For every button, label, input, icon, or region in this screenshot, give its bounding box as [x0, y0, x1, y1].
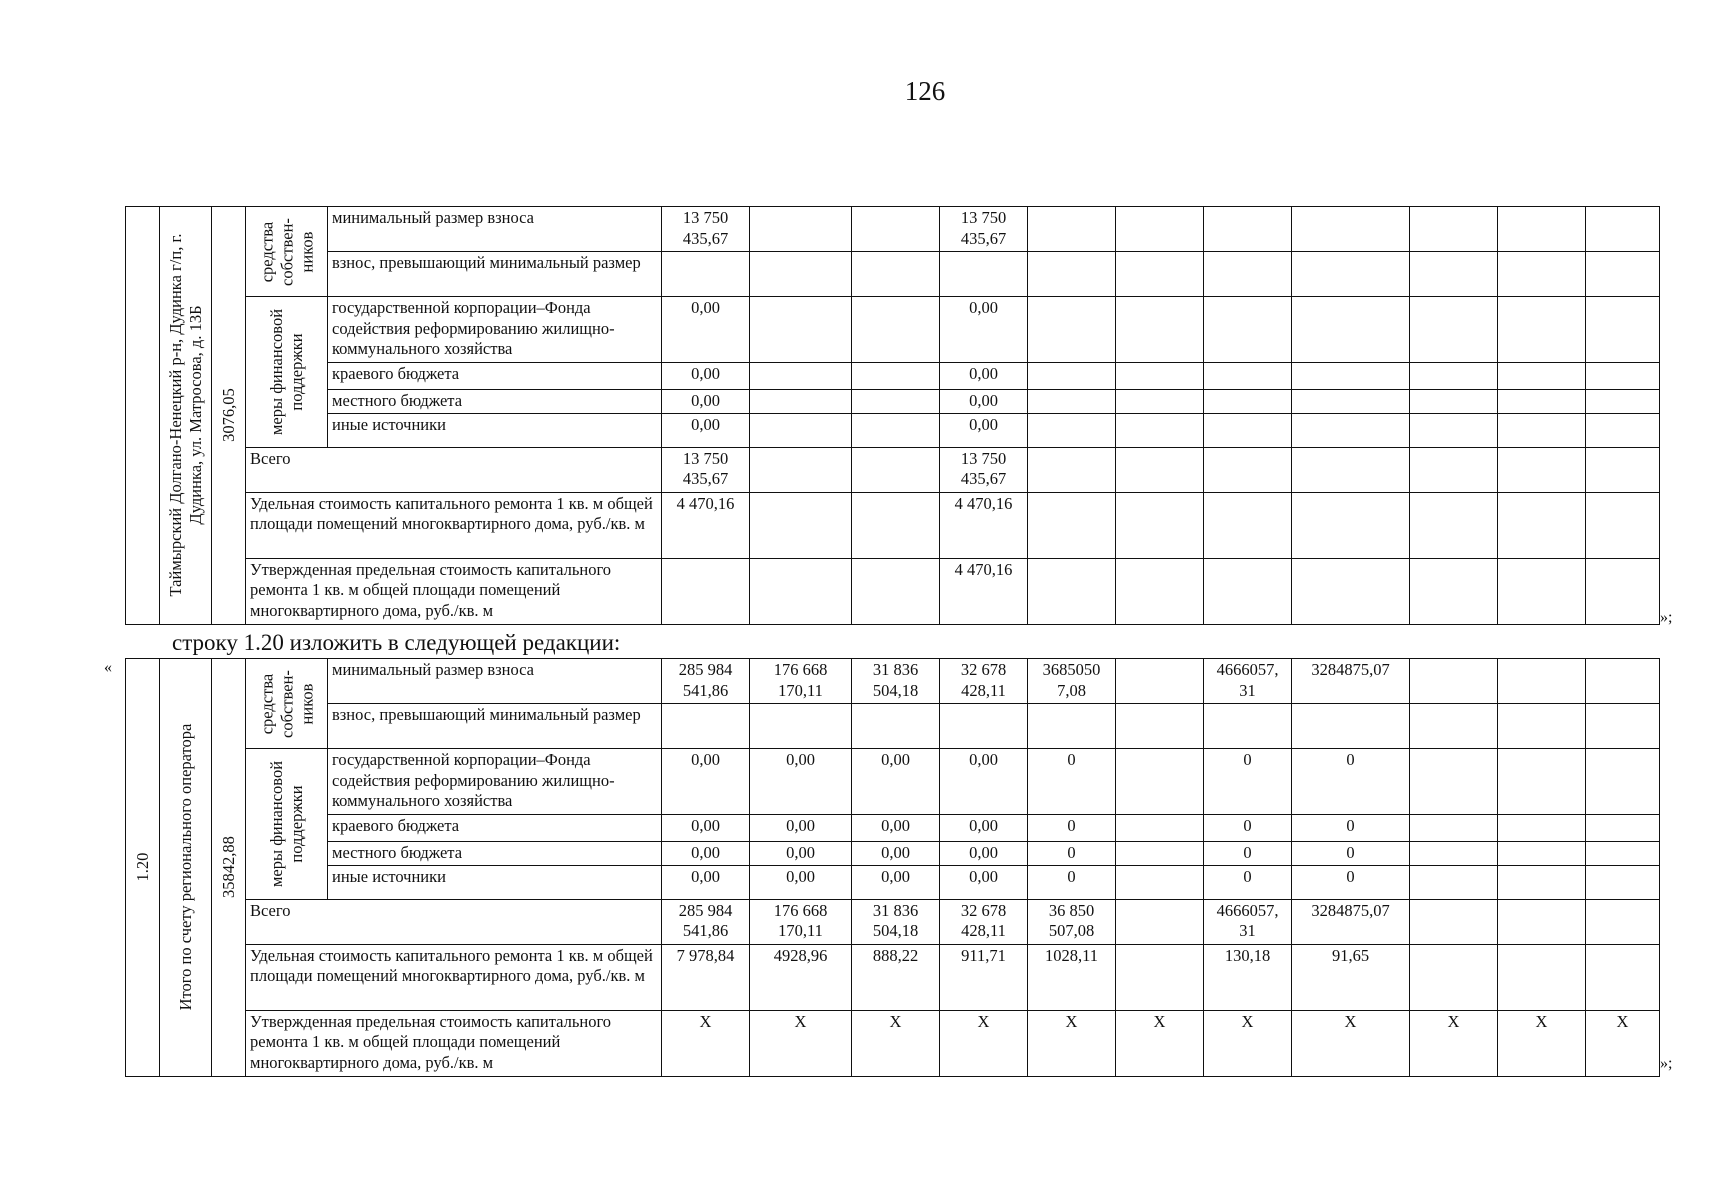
table-row [126, 815, 1660, 842]
value-cell [1410, 704, 1498, 749]
value-cell: 3685050 7,08 [1028, 659, 1116, 704]
value-cell: 0,00 [662, 749, 750, 815]
value-cell [1498, 492, 1586, 558]
value-cell: 3284875,07 [1292, 899, 1410, 944]
value-cell: X [1292, 1010, 1410, 1076]
value-cell [1292, 207, 1410, 252]
row-label: Утвержденная предельная стоимость капитального ремонта 1 кв. м общей площади помещений многоквартирного дома, руб./кв. м [246, 1010, 662, 1076]
value-cell [1586, 492, 1660, 558]
value-cell [1410, 413, 1498, 447]
table-row [126, 1010, 1660, 1076]
value-cell [1116, 413, 1204, 447]
value-cell [1498, 899, 1586, 944]
value-cell: X [1498, 1010, 1586, 1076]
closing-quote-1: »; [1660, 609, 1673, 626]
house-area-text: 3076,05 [218, 388, 238, 443]
value-cell [1586, 558, 1660, 624]
value-cell [1498, 842, 1586, 866]
value-cell [1586, 252, 1660, 297]
table-fragment-house [125, 206, 1660, 625]
value-cell: 0,00 [940, 297, 1028, 363]
value-cell: X [1116, 1010, 1204, 1076]
value-cell [1586, 447, 1660, 492]
value-cell [1116, 815, 1204, 842]
value-cell: 1028,11 [1028, 944, 1116, 1010]
value-cell [1498, 865, 1586, 899]
value-cell [1292, 447, 1410, 492]
row-label: государственной корпорации–Фонда содействия реформированию жилищно-коммунального хозяйства [328, 749, 662, 815]
value-cell [1204, 363, 1292, 390]
value-cell [852, 704, 940, 749]
row-label: краевого бюджета [328, 363, 662, 390]
value-cell [1410, 865, 1498, 899]
value-cell [1498, 704, 1586, 749]
table-row [126, 558, 1660, 624]
row-label: Удельная стоимость капитального ремонта 1 кв. м общей площади помещений многоквартирного дома, руб./кв. м [246, 944, 662, 1010]
value-cell [1028, 390, 1116, 414]
value-cell: 0,00 [750, 865, 852, 899]
row-label: местного бюджета [328, 842, 662, 866]
value-cell [1204, 252, 1292, 297]
value-cell: 285 984 541,86 [662, 899, 750, 944]
value-cell [750, 297, 852, 363]
value-cell: 4 470,16 [940, 558, 1028, 624]
value-cell [750, 492, 852, 558]
row-label: краевого бюджета [328, 815, 662, 842]
financial-support-group-text: меры финансовой поддержки [266, 760, 306, 887]
table-row [126, 207, 1660, 252]
value-cell [1586, 297, 1660, 363]
value-cell [1498, 207, 1586, 252]
value-cell [662, 558, 750, 624]
value-cell [1410, 558, 1498, 624]
value-cell [750, 363, 852, 390]
value-cell [1498, 659, 1586, 704]
house-address [160, 207, 212, 625]
value-cell: 4 470,16 [662, 492, 750, 558]
value-cell: X [940, 1010, 1028, 1076]
row-number-text: 1.20 [132, 852, 152, 882]
value-cell: 0,00 [750, 815, 852, 842]
row-label: Утвержденная предельная стоимость капитального ремонта 1 кв. м общей площади помещений многоквартирного дома, руб./кв. м [246, 558, 662, 624]
value-cell [750, 447, 852, 492]
value-cell [1028, 447, 1116, 492]
value-cell [1116, 492, 1204, 558]
value-cell [1292, 363, 1410, 390]
value-cell [1586, 749, 1660, 815]
value-cell: 911,71 [940, 944, 1028, 1010]
value-cell [1204, 413, 1292, 447]
value-cell [1586, 865, 1660, 899]
value-cell: 13 750 435,67 [940, 207, 1028, 252]
value-cell [1116, 447, 1204, 492]
value-cell [1498, 297, 1586, 363]
value-cell [852, 413, 940, 447]
value-cell [1586, 207, 1660, 252]
value-cell [1292, 390, 1410, 414]
value-cell [750, 413, 852, 447]
value-cell [1410, 252, 1498, 297]
value-cell [1586, 659, 1660, 704]
row-label: Всего [246, 899, 662, 944]
value-cell [1498, 944, 1586, 1010]
value-cell [1498, 447, 1586, 492]
row-label: иные источники [328, 413, 662, 447]
value-cell [1498, 252, 1586, 297]
row-label: иные источники [328, 865, 662, 899]
table-row [126, 447, 1660, 492]
row-label: Удельная стоимость капитального ремонта 1 кв. м общей площади помещений многоквартирного дома, руб./кв. м [246, 492, 662, 558]
value-cell: 0 [1292, 815, 1410, 842]
value-cell: 3284875,07 [1292, 659, 1410, 704]
value-cell: 0 [1028, 815, 1116, 842]
value-cell: X [1028, 1010, 1116, 1076]
value-cell [852, 363, 940, 390]
table-row [126, 252, 1660, 297]
value-cell: 0,00 [940, 815, 1028, 842]
row-label: минимальный размер взноса [328, 659, 662, 704]
value-cell [1586, 899, 1660, 944]
value-cell [1116, 363, 1204, 390]
value-cell: 0,00 [940, 413, 1028, 447]
value-cell: 0,00 [662, 865, 750, 899]
value-cell: 0,00 [662, 815, 750, 842]
value-cell [1292, 704, 1410, 749]
table-row [126, 749, 1660, 815]
value-cell: 7 978,84 [662, 944, 750, 1010]
value-cell: 13 750 435,67 [662, 447, 750, 492]
value-cell [1586, 842, 1660, 866]
row-number-cell [126, 207, 160, 625]
value-cell: 176 668 170,11 [750, 659, 852, 704]
value-cell: 0 [1204, 865, 1292, 899]
value-cell [1410, 899, 1498, 944]
value-cell [1586, 363, 1660, 390]
value-cell [1292, 413, 1410, 447]
value-cell [852, 558, 940, 624]
value-cell [1116, 865, 1204, 899]
value-cell: 0,00 [662, 297, 750, 363]
value-cell: 0,00 [852, 842, 940, 866]
value-cell [1116, 252, 1204, 297]
value-cell [852, 390, 940, 414]
value-cell [1028, 297, 1116, 363]
value-cell: X [1204, 1010, 1292, 1076]
row-label: взнос, превышающий минимальный размер [328, 704, 662, 749]
value-cell [1586, 815, 1660, 842]
value-cell: 0 [1204, 815, 1292, 842]
value-cell: 13 750 435,67 [662, 207, 750, 252]
value-cell: 4666057, 31 [1204, 899, 1292, 944]
value-cell [1116, 704, 1204, 749]
value-cell [1410, 447, 1498, 492]
value-cell [1028, 207, 1116, 252]
value-cell: 36 850 507,08 [1028, 899, 1116, 944]
value-cell: 0,00 [940, 749, 1028, 815]
value-cell: 91,65 [1292, 944, 1410, 1010]
value-cell [1586, 413, 1660, 447]
value-cell [1116, 749, 1204, 815]
value-cell [1498, 363, 1586, 390]
value-cell [1292, 558, 1410, 624]
value-cell: X [662, 1010, 750, 1076]
value-cell: 32 678 428,11 [940, 899, 1028, 944]
total-area-text: 35842,88 [218, 836, 238, 899]
closing-quote-2: »; [1660, 1055, 1673, 1072]
value-cell [1116, 842, 1204, 866]
financial-support-group [246, 749, 328, 900]
row-label: минимальный размер взноса [328, 207, 662, 252]
value-cell [1292, 297, 1410, 363]
value-cell [1292, 492, 1410, 558]
value-cell [1116, 659, 1204, 704]
value-cell [1498, 413, 1586, 447]
value-cell [750, 390, 852, 414]
value-cell: 0 [1292, 865, 1410, 899]
value-cell: 0,00 [940, 842, 1028, 866]
value-cell [1410, 363, 1498, 390]
value-cell: 31 836 504,18 [852, 659, 940, 704]
value-cell [1410, 492, 1498, 558]
value-cell [1028, 492, 1116, 558]
value-cell: 0 [1028, 865, 1116, 899]
value-cell [852, 447, 940, 492]
house-area [212, 207, 246, 625]
row-label: государственной корпорации–Фонда содействия реформированию жилищно-коммунального хозяйства [328, 297, 662, 363]
value-cell: 13 750 435,67 [940, 447, 1028, 492]
value-cell [1410, 842, 1498, 866]
value-cell [1204, 492, 1292, 558]
value-cell: 0,00 [662, 842, 750, 866]
value-cell [662, 704, 750, 749]
value-cell [750, 207, 852, 252]
value-cell [1498, 815, 1586, 842]
value-cell [1586, 944, 1660, 1010]
owners-funds-group-text: средства собствен-ников [256, 669, 316, 738]
value-cell: 0 [1204, 749, 1292, 815]
table-row [126, 413, 1660, 447]
value-cell [940, 252, 1028, 297]
page-number: 126 [904, 76, 946, 106]
owners-funds-group [246, 207, 328, 297]
value-cell: 285 984 541,86 [662, 659, 750, 704]
value-cell [1204, 390, 1292, 414]
value-cell: X [1410, 1010, 1498, 1076]
table-row [126, 390, 1660, 414]
value-cell [1410, 390, 1498, 414]
value-cell: 32 678 428,11 [940, 659, 1028, 704]
value-cell: 0,00 [852, 749, 940, 815]
value-cell [1116, 558, 1204, 624]
financial-support-group [246, 297, 328, 448]
value-cell [852, 297, 940, 363]
value-cell: 0 [1028, 842, 1116, 866]
table-row [126, 865, 1660, 899]
value-cell: 31 836 504,18 [852, 899, 940, 944]
value-cell [1498, 558, 1586, 624]
table-row [126, 944, 1660, 1010]
table-row [126, 297, 1660, 363]
value-cell: 0,00 [750, 749, 852, 815]
value-cell: X [1586, 1010, 1660, 1076]
value-cell: 4928,96 [750, 944, 852, 1010]
value-cell: 4666057, 31 [1204, 659, 1292, 704]
value-cell: 0 [1292, 842, 1410, 866]
value-cell: 888,22 [852, 944, 940, 1010]
value-cell: 0,00 [750, 842, 852, 866]
row-label: взнос, превышающий минимальный размер [328, 252, 662, 297]
value-cell [1498, 390, 1586, 414]
value-cell [1292, 252, 1410, 297]
value-cell [852, 492, 940, 558]
value-cell [1410, 749, 1498, 815]
value-cell [1586, 704, 1660, 749]
value-cell [750, 704, 852, 749]
operator-total-title-text: Итого по счету регионального оператора [175, 723, 195, 1011]
value-cell [750, 252, 852, 297]
total-area [212, 659, 246, 1077]
value-cell [1204, 297, 1292, 363]
value-cell [1116, 297, 1204, 363]
value-cell: 130,18 [1204, 944, 1292, 1010]
table-row-1-20 [125, 658, 1660, 1077]
value-cell [1410, 944, 1498, 1010]
value-cell: 0,00 [662, 363, 750, 390]
opening-quote: « [104, 659, 112, 676]
value-cell: 0 [1292, 749, 1410, 815]
table-row [126, 659, 1660, 704]
value-cell [1410, 659, 1498, 704]
value-cell [1116, 944, 1204, 1010]
value-cell: 0,00 [852, 865, 940, 899]
owners-funds-group-text: средства собствен-ников [256, 217, 316, 286]
value-cell: 0,00 [852, 815, 940, 842]
table-row [126, 363, 1660, 390]
table-row [126, 492, 1660, 558]
value-cell [852, 252, 940, 297]
financial-support-group-text: меры финансовой поддержки [266, 308, 306, 435]
value-cell [1116, 390, 1204, 414]
value-cell: 0,00 [662, 390, 750, 414]
value-cell: 0 [1204, 842, 1292, 866]
value-cell: X [750, 1010, 852, 1076]
value-cell [940, 704, 1028, 749]
value-cell: 0 [1028, 749, 1116, 815]
value-cell [1204, 447, 1292, 492]
value-cell [1028, 363, 1116, 390]
value-cell: X [852, 1010, 940, 1076]
house-address-text: Таймырский Долгано-Ненецкий р-н, Дудинка г/п, г. Дудинка, ул. Матросова, д. 13Б [165, 233, 205, 597]
value-cell [1410, 207, 1498, 252]
value-cell [1116, 899, 1204, 944]
table-row [126, 704, 1660, 749]
value-cell: 0,00 [662, 413, 750, 447]
value-cell [1204, 207, 1292, 252]
row-label: Всего [246, 447, 662, 492]
value-cell [1028, 558, 1116, 624]
owners-funds-group [246, 659, 328, 749]
value-cell [1028, 704, 1116, 749]
value-cell [1116, 207, 1204, 252]
amendment-instruction: строку 1.20 изложить в следующей редакции: [172, 630, 621, 655]
table-row [126, 842, 1660, 866]
operator-total-title [160, 659, 212, 1077]
row-label: местного бюджета [328, 390, 662, 414]
value-cell: 176 668 170,11 [750, 899, 852, 944]
value-cell [1410, 297, 1498, 363]
value-cell [1410, 815, 1498, 842]
row-number [126, 659, 160, 1077]
value-cell [1028, 252, 1116, 297]
value-cell: 4 470,16 [940, 492, 1028, 558]
value-cell [750, 558, 852, 624]
table-row [126, 899, 1660, 944]
value-cell: 0,00 [940, 390, 1028, 414]
value-cell [662, 252, 750, 297]
value-cell [1498, 749, 1586, 815]
value-cell: 0,00 [940, 865, 1028, 899]
value-cell [1204, 558, 1292, 624]
value-cell [1586, 390, 1660, 414]
value-cell: 0,00 [940, 363, 1028, 390]
value-cell [852, 207, 940, 252]
value-cell [1028, 413, 1116, 447]
value-cell [1204, 704, 1292, 749]
